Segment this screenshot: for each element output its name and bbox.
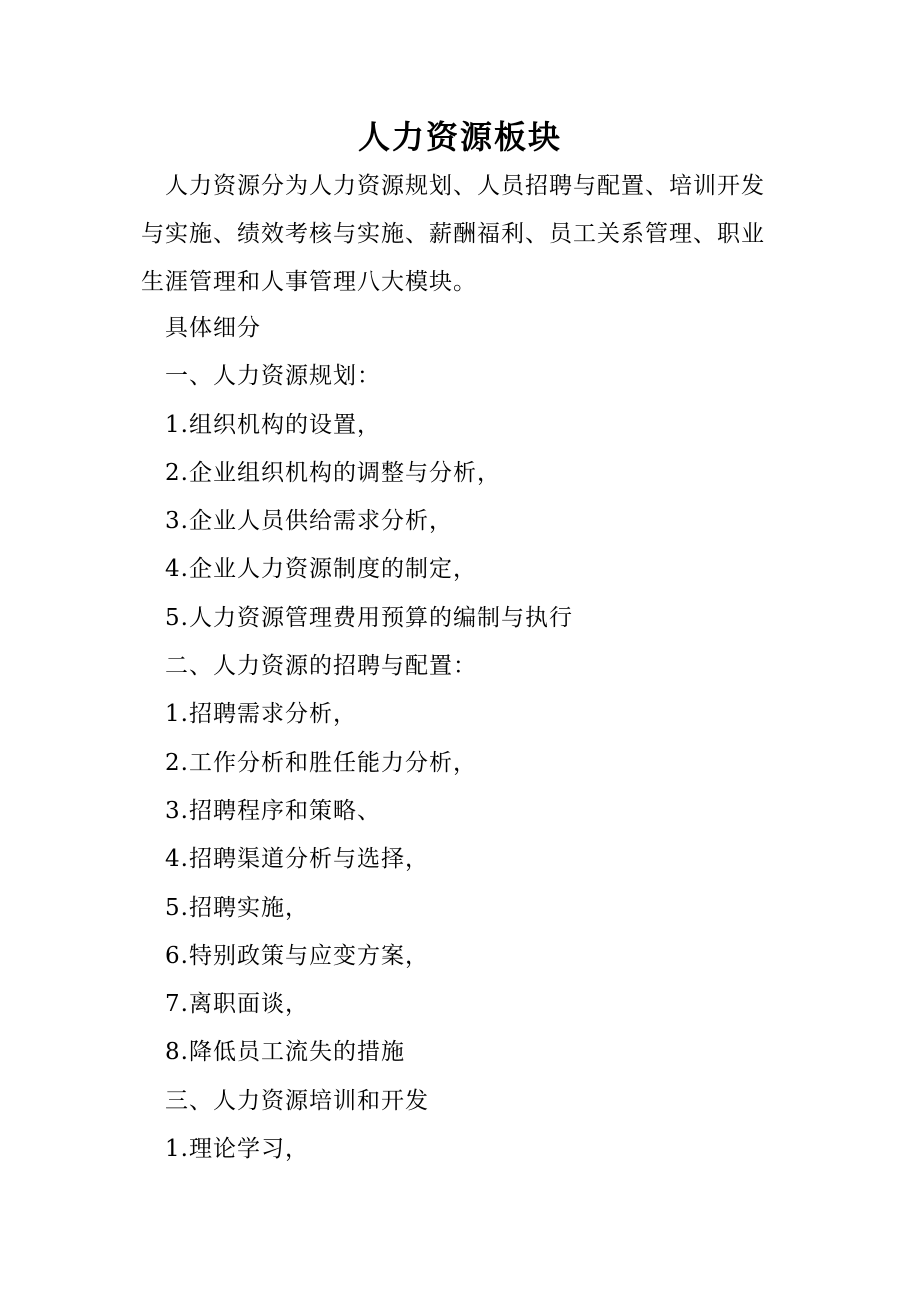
section-subtitle: 具体细分 xyxy=(165,315,261,341)
list-item: 3.招聘程序和策略、 xyxy=(165,797,381,824)
list-item: 5.人力资源管理费用预算的编制与执行 xyxy=(165,604,573,631)
list-item: 6.特别政策与应变方案， xyxy=(165,942,429,969)
list-item: 2.工作分析和胜任能力分析， xyxy=(165,749,477,776)
content-lines xyxy=(165,304,805,1173)
list-item: 7.离职面谈， xyxy=(165,991,309,1018)
intro-paragraph: 人力资源分为人力资源规划、人员招聘与配置、培训开发与实施、绩效考核与实施、薪酬福利、员工关系管理、职业生涯管理和人事管理八大模块。 xyxy=(141,173,765,295)
section-heading-3: 三、人力资源培训和开发 xyxy=(165,1087,429,1114)
section-heading-2: 二、人力资源的招聘与配置： xyxy=(165,653,477,680)
list-item: 4.招聘渠道分析与选择， xyxy=(165,846,429,873)
list-item: 8.降低员工流失的措施 xyxy=(165,1039,405,1066)
list-item: 2.企业组织机构的调整与分析， xyxy=(165,459,501,486)
list-item: 1.组织机构的设置， xyxy=(165,411,381,438)
list-item: 4.企业人力资源制度的制定， xyxy=(165,556,477,583)
list-item: 3.企业人员供给需求分析， xyxy=(165,508,453,535)
document-title: 人力资源板块 xyxy=(357,118,562,156)
list-item: 1.理论学习， xyxy=(165,1136,309,1163)
section-heading-1: 一、人力资源规划： xyxy=(165,363,381,390)
list-item: 1.招聘需求分析， xyxy=(165,701,357,728)
list-item: 5.招聘实施， xyxy=(165,894,309,921)
